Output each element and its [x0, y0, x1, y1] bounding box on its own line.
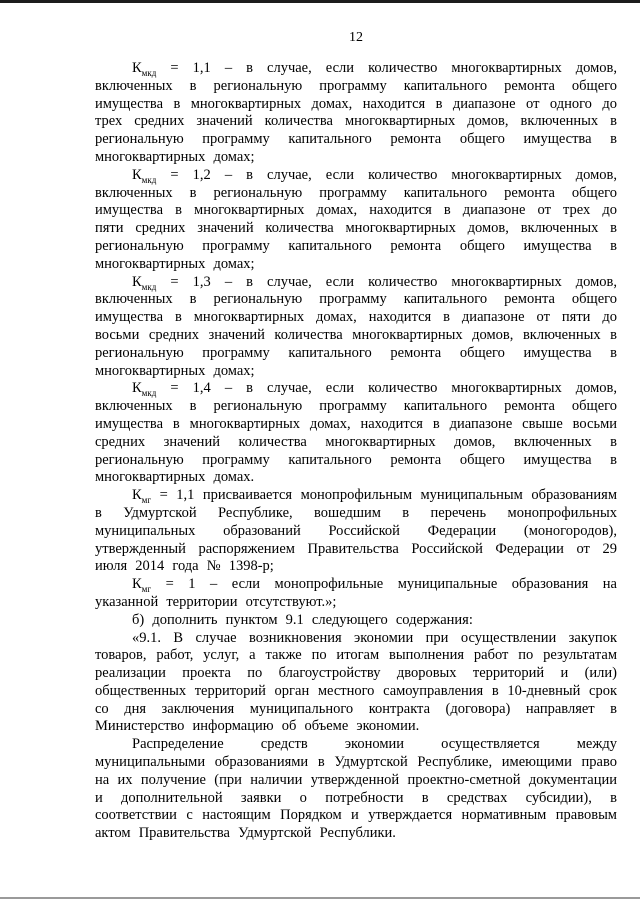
page-edge-top-line: [0, 0, 640, 3]
paragraph-text: = 1,1 присваивается монопрофильным муниципальным образованиям в Удмуртской Республике, вошедшим в перечень монопрофильных муниципальных образований Российской Федерации (моногородов), утвержденный распоряжением Правительства Российской Федерации от 29 июля 2014 года № 1398-р;: [95, 487, 617, 575]
paragraph-text: = 1,4 – в случае, если количество многоквартирных домов, включенных в региональную программу капитального ремонта общего имущества в многоквартирных домах, находится в диапазоне свыше восьми средних значений количества многоквартирных домов, включенных в региональную программу капитального ремонта общего имущества в многоквартирных домах.: [95, 380, 617, 486]
paragraph-subitem-b: [95, 612, 617, 630]
paragraph-kmkd-1-3: [95, 274, 617, 381]
paragraph-distribution: [95, 736, 617, 843]
coefficient-subscript: мкд: [141, 174, 157, 185]
paragraph-text: «9.1. В случае возникновения экономии при осуществлении закупок товаров, работ, услуг, а также по итогам выполнения работ по результатам реализации проекта по благоустройству дворовых территорий и (или) общественных территорий орган местного самоуправления в 10-дневный срок со дня заключения муниципального контракта (договора) направляет в Министерство информацию об объеме экономии.: [95, 629, 617, 735]
paragraph-kmkd-1-2: [95, 167, 617, 274]
paragraph-text: = 1,3 – в случае, если количество многоквартирных домов, включенных в региональную программу капитального ремонта общего имущества в многоквартирных домах, находится в диапазоне от пяти до восьми средних значений количества многоквартирных домов, включенных в региональную программу капитального ремонта общего имущества в многоквартирных домах;: [95, 273, 617, 379]
coefficient-symbol: К: [132, 273, 142, 290]
coefficient-symbol: К: [132, 166, 142, 183]
coefficient-subscript: мкд: [141, 67, 157, 78]
page-edge-bottom-line: [0, 897, 640, 899]
coefficient-subscript: мкд: [141, 388, 157, 399]
paragraph-text: Распределение средств экономии осуществляется между муниципальными образованиями в Удмуртской Республике, имеющими право на их получение (при наличии утвержденной проектно-сметной документации и дополнительной заявки о потребности в средствах субсидии), в соответствии с настоящим Порядком и утверждается нормативным правовым актом Правительства Удмуртской Республики.: [95, 736, 617, 842]
paragraph-text: = 1,2 – в случае, если количество многоквартирных домов, включенных в региональную программу капитального ремонта общего имущества в многоквартирных домах, находится в диапазоне от трех до пяти средних значений количества многоквартирных домов, включенных в региональную программу капитального ремонта общего имущества в многоквартирных домах;: [95, 166, 617, 272]
paragraph-kmkd-1-1: [95, 60, 617, 167]
page-number: 12: [349, 30, 363, 45]
paragraph-clause-9-1: [95, 630, 617, 737]
coefficient-subscript: мг: [141, 584, 152, 594]
paragraph-text: = 1,1 – в случае, если количество многоквартирных домов, включенных в региональную программу капитального ремонта общего имущества в многоквартирных домах, находится в диапазоне от одного до трех средних значений количества многоквартирных домов, включенных в региональную программу капитального ремонта общего имущества в многоквартирных домах;: [95, 60, 617, 165]
coefficient-subscript: мг: [141, 495, 152, 506]
paragraph-kmkd-1-4: [95, 380, 617, 487]
coefficient-symbol: К: [132, 576, 142, 593]
paragraph-kmg-1-1: [95, 487, 617, 576]
paragraph-kmg-1: [95, 576, 617, 612]
paragraph-text: = 1 – если монопрофильные муниципальные образования на указанной территории отсутствуют.»;: [95, 576, 617, 610]
paragraph-text: б) дополнить пунктом 9.1 следующего содержания:: [132, 611, 473, 628]
coefficient-subscript: мкд: [141, 281, 157, 292]
coefficient-symbol: К: [132, 380, 142, 397]
coefficient-symbol: К: [132, 60, 142, 76]
coefficient-symbol: К: [132, 487, 142, 504]
